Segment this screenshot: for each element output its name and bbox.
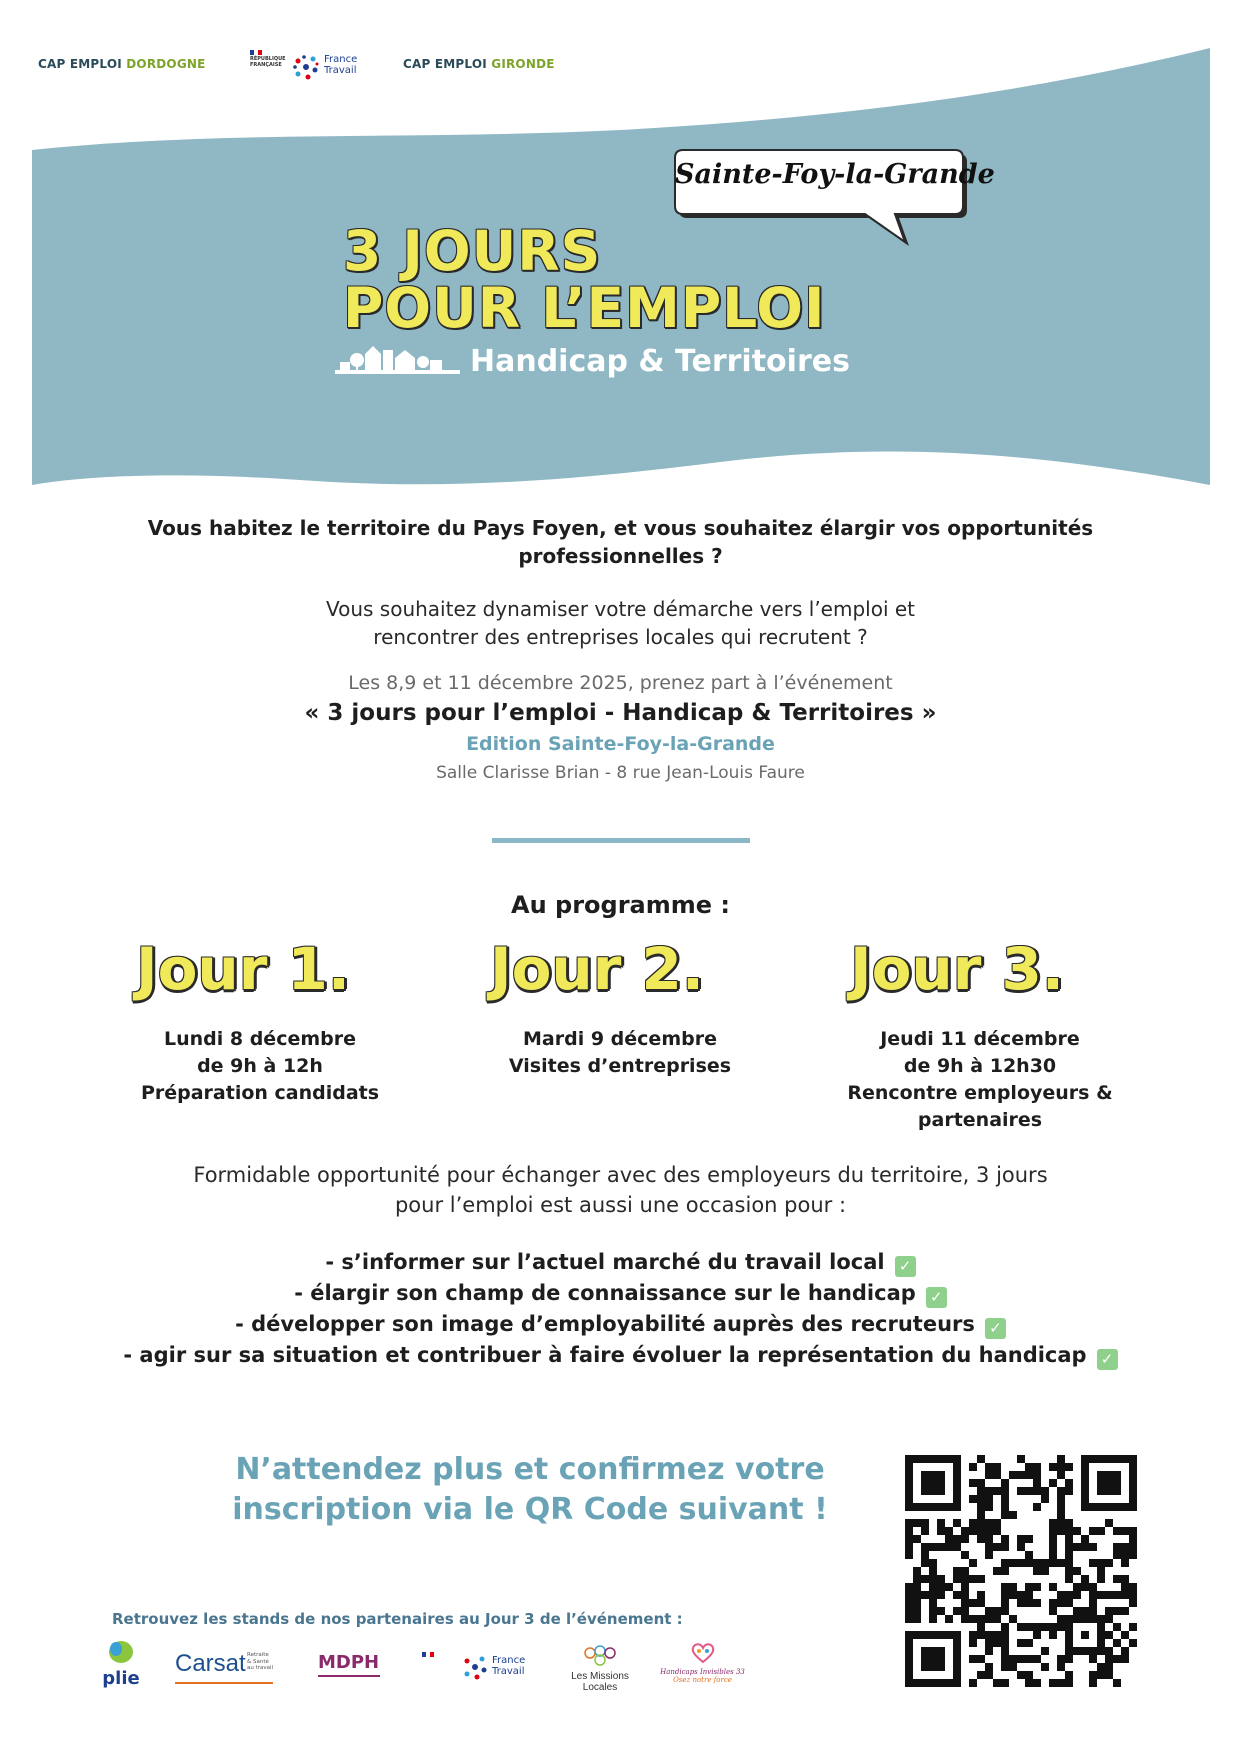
day-2-heading: Jour 2. <box>490 935 704 1003</box>
cta-text <box>200 1450 860 1530</box>
france-travail-text <box>492 1655 525 1677</box>
france-travail-logo <box>250 50 365 85</box>
intro-question-2-line-1: Vous souhaitez dynamiser votre démarche vers l’emploi et <box>325 597 916 621</box>
intro-question-1-line-2: professionnelles ? <box>518 544 723 568</box>
france-travail-partner-logo <box>422 1652 532 1687</box>
benefits-intro-line-2: pour l’emploi est aussi une occasion pour : <box>394 1193 847 1217</box>
benefit-text: - élargir son champ de connaissance sur le handicap <box>294 1281 916 1305</box>
ft-line-1: France <box>492 1655 526 1666</box>
republique-francaise-flag <box>422 1652 434 1657</box>
heart-icon <box>689 1642 717 1664</box>
handicaps-text: Handicaps Invisibles 33 <box>660 1668 745 1676</box>
mdph-text: MDPH <box>318 1652 380 1673</box>
banner-subtitle: Handicap & Territoires <box>470 344 850 379</box>
cta-line-2: inscription via le QR Code suivant ! <box>232 1492 828 1527</box>
day-3-activity-line-1: Rencontre employeurs & <box>847 1082 1113 1104</box>
rf-text <box>250 57 286 68</box>
programme-title: Au programme : <box>511 891 730 919</box>
plie-text: plie <box>102 1668 140 1689</box>
intro-question-1-line-1: Vous habitez le territoire du Pays Foyen, et vous souhaitez élargir vos opportunités <box>147 516 1094 540</box>
missions-locales-text: Les Missions Locales <box>571 1671 629 1693</box>
carsat-text: Carsat <box>175 1650 246 1677</box>
day-1-heading: Jour 1. <box>136 935 350 1003</box>
benefit-item <box>0 1309 1241 1340</box>
day-2-details <box>470 1026 770 1080</box>
title-line-1: 3 JOURS <box>343 219 602 283</box>
header-band <box>0 0 1241 500</box>
day-3-details <box>830 1026 1130 1134</box>
logo-text-part1: CAP EMPLOI <box>38 57 127 71</box>
benefit-item <box>0 1278 1241 1309</box>
carsat-sub-1: Retraite <box>247 1652 269 1658</box>
ft-line-2: Travail <box>492 1666 525 1677</box>
section-divider <box>492 838 750 843</box>
benefit-item <box>0 1247 1241 1278</box>
day-3-date: Jeudi 11 décembre <box>880 1028 1080 1050</box>
event-title: « 3 jours pour l’emploi - Handicap & Territoires » <box>304 700 937 726</box>
registration-qr-code[interactable] <box>905 1455 1137 1687</box>
village-silhouette-icon <box>335 340 460 378</box>
plie-leaf-icon <box>100 1638 142 1664</box>
missions-locales-people-icon <box>580 1645 620 1667</box>
event-edition: Edition Sainte-Foy-la-Grande <box>466 733 775 755</box>
mdph-logo <box>318 1652 388 1692</box>
ft-line-1: France <box>324 54 358 65</box>
france-travail-dots-icon <box>292 53 320 81</box>
logo-text-part1: CAP EMPLOI <box>403 57 492 71</box>
republique-francaise-flag <box>250 50 262 55</box>
check-icon: ✓ <box>1097 1349 1118 1370</box>
day-1-time: de 9h à 12h <box>197 1055 323 1077</box>
day-2-date: Mardi 9 décembre <box>523 1028 717 1050</box>
cap-emploi-gironde-logo <box>403 57 555 71</box>
benefit-text: - agir sur sa situation et contribuer à faire évoluer la représentation du handicap <box>123 1343 1087 1367</box>
bubble-location: Sainte-Foy-la-Grande <box>675 159 995 190</box>
check-icon: ✓ <box>985 1318 1006 1339</box>
france-travail-dots-icon <box>462 1654 488 1680</box>
carsat-underline <box>175 1682 273 1684</box>
carsat-sub-2: & Santé <box>247 1658 269 1665</box>
france-travail-text <box>324 54 357 76</box>
missions-locales-logo <box>555 1645 645 1693</box>
rf-line-1: RÉPUBLIQUE <box>250 56 286 62</box>
day-1-activity: Préparation candidats <box>140 1082 380 1104</box>
day-3-time: de 9h à 12h30 <box>903 1055 1057 1077</box>
day-1-date: Lundi 8 décembre <box>163 1028 356 1050</box>
cap-emploi-dordogne-logo <box>38 57 206 71</box>
day-1-details <box>110 1026 410 1107</box>
logo-text-part2: GIRONDE <box>491 57 555 71</box>
rf-line-2: FRANÇAISE <box>250 61 282 68</box>
check-icon: ✓ <box>926 1287 947 1308</box>
benefits-intro-line-1: Formidable opportunité pour échanger avec des employeurs du territoire, 3 jours <box>193 1163 1048 1187</box>
carsat-subtext <box>247 1652 273 1672</box>
mdph-underline <box>318 1675 380 1677</box>
cta-line-1: N’attendez plus et confirmez votre <box>235 1452 825 1487</box>
benefit-text: - développer son image d’employabilité auprès des recruteurs <box>235 1312 975 1336</box>
day-3-heading: Jour 3. <box>850 935 1064 1003</box>
carsat-logo <box>175 1650 275 1690</box>
title-line-2: POUR L’EMPLOI <box>343 276 826 340</box>
intro-question-2-line-2: rencontrer des entreprises locales qui recrutent ? <box>373 625 868 649</box>
plie-logo <box>100 1638 142 1696</box>
check-icon: ✓ <box>895 1256 916 1277</box>
handicaps-subtext: Osez notre force <box>673 1676 732 1684</box>
day-3-activity-line-2: partenaires <box>917 1109 1043 1131</box>
partners-title: Retrouvez les stands de nos partenaires au Jour 3 de l’événement : <box>112 1610 683 1628</box>
logo-text-part2: DORDOGNE <box>126 57 206 71</box>
benefit-item <box>0 1340 1241 1371</box>
event-address: Salle Clarisse Brian - 8 rue Jean-Louis Faure <box>436 763 805 783</box>
benefit-text: - s’informer sur l’actuel marché du travail local <box>325 1250 885 1274</box>
handicaps-invisibles-logo <box>655 1642 750 1697</box>
event-dates: Les 8,9 et 11 décembre 2025, prenez part à l’événement <box>348 672 893 694</box>
ft-line-2: Travail <box>324 65 357 76</box>
day-2-activity: Visites d’entreprises <box>508 1055 732 1077</box>
carsat-sub-3: au travail <box>247 1665 274 1671</box>
